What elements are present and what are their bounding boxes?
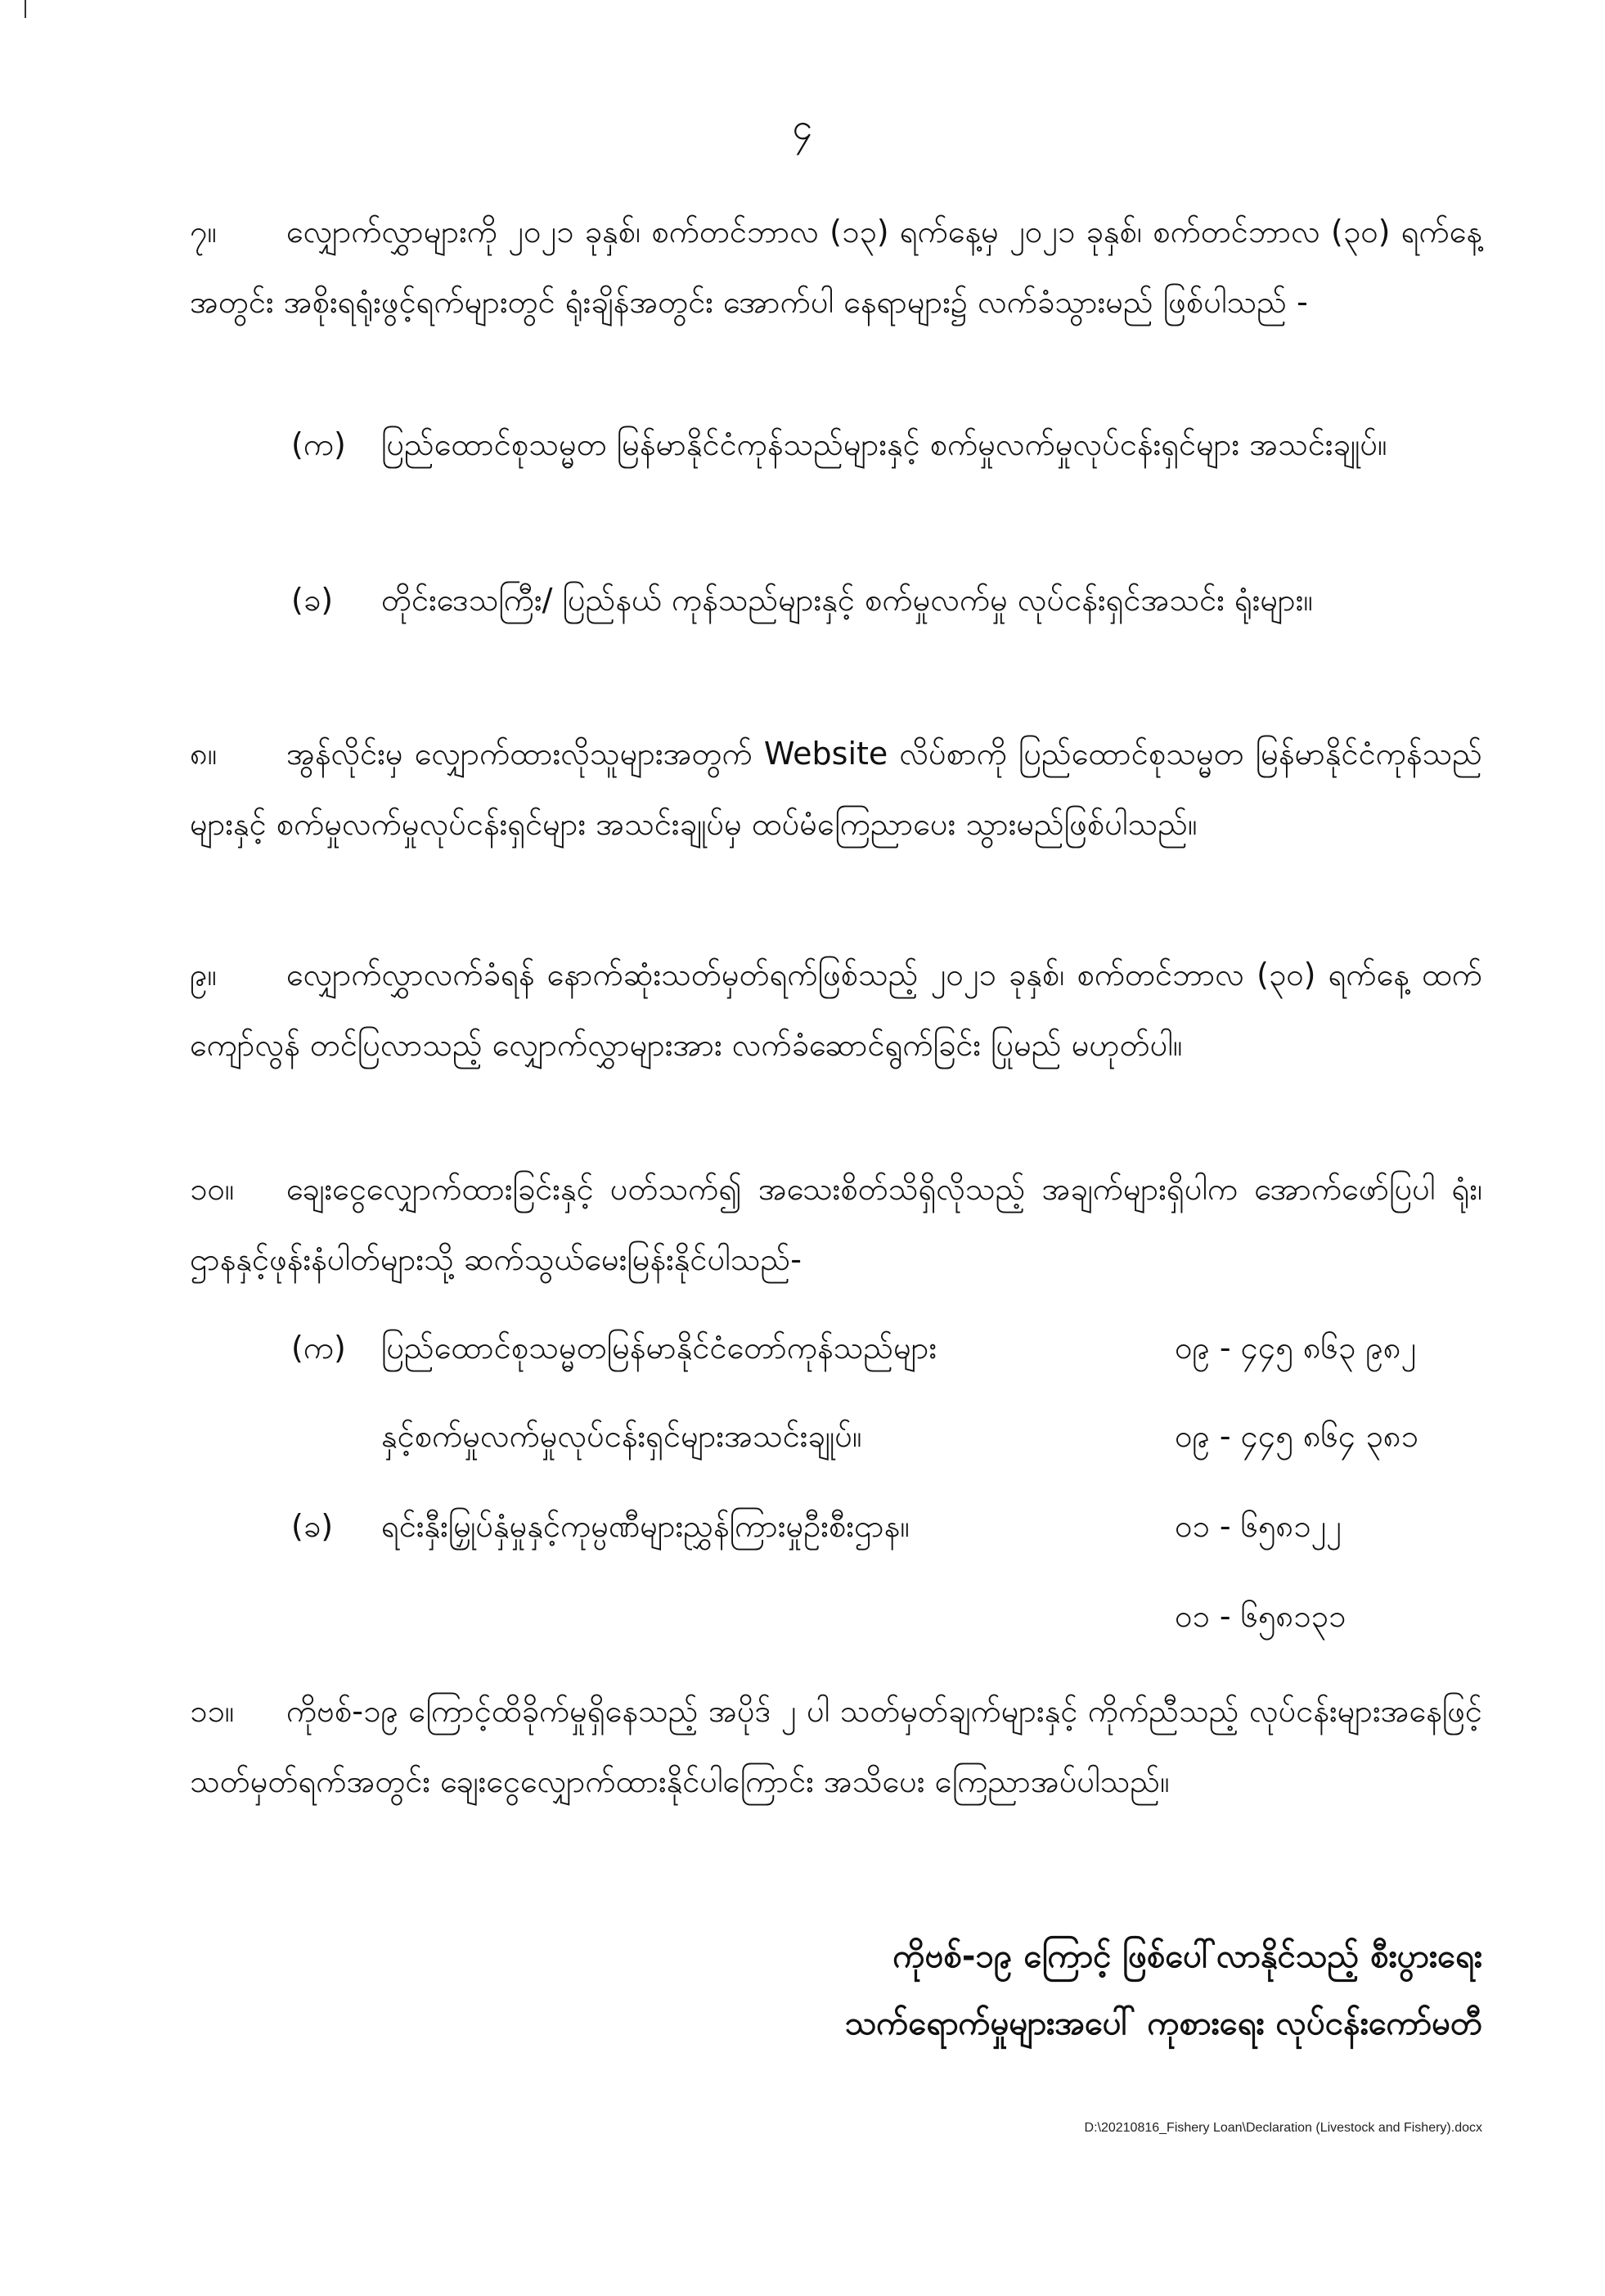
paragraph-9 [190,939,1482,1080]
list-item [291,409,1482,479]
paragraph-10 [190,1154,1482,1294]
paragraph-text: လျှောက်လွှာများကို ၂၀၂၁ ခုနှစ်၊ စက်တင်ဘာလ (၁၃) ရက်နေ့မှ ၂၀၂၁ ခုနှစ်၊ စက်တင်ဘာလ (၃၀) ရက်နေ့အတွင်း အစိုးရရုံးဖွင့်ရက်များတွင် ရုံးချိန်အတွင်း အောက်ပါ နေရာများ၌ လက်ခံသွားမည် ဖြစ်ပါသည် - [190,214,1482,320]
contact-row [291,1401,1482,1471]
paragraph-11 [190,1676,1482,1817]
contact-phone: ၀၉ - ၄၄၅ ၈၆၄ ၃၈၁ [1175,1418,1418,1454]
item-label: (က) [291,426,346,462]
contact-organization: ပြည်ထောင်စုသမ္မတမြန်မာနိုင်ငံတော်ကုန်သည်များ [381,1330,937,1366]
list-item [291,565,1482,635]
contact-organization: နှင့်စက်မှုလက်မှုလုပ်ငန်းရှင်များအသင်းချုပ်။ [381,1418,862,1454]
contact-label: (က) [291,1330,346,1366]
contact-phone: ၀၁ - ၆၅၈၁၃၁ [1175,1598,1346,1634]
contact-phone: ၀၁ - ၆၅၈၁၂၂ [1175,1508,1342,1544]
paragraph-number: ၈။ [190,736,218,772]
paragraph-text: ချေးငွေလျှောက်ထားခြင်းနှင့် ပတ်သက်၍ အသေးစိတ်သိရှိလိုသည့် အချက်များရှိပါက အောက်ဖော်ပြပါ ရုံး၊ ဌာနနှင့်ဖုန်းနံပါတ်များသို့ ဆက်သွယ်မေးမြန်းနိုင်ပါသည်- [190,1171,1482,1277]
contact-phone: ၀၉ - ၄၄၅ ၈၆၃ ၉၈၂ [1175,1330,1417,1366]
contact-row [291,1312,1482,1383]
paragraph-number: ၉။ [190,957,217,993]
page-number: ၄ [792,106,813,148]
paragraph-text: လျှောက်လွှာလက်ခံရန် နောက်ဆုံးသတ်မှတ်ရက်ဖြစ်သည့် ၂၀၂၁ ခုနှစ်၊ စက်တင်ဘာလ (၃၀) ရက်နေ့ ထက်ကျော်လွန် တင်ပြလာသည့် လျှောက်လွှာများအား လက်ခံဆောင်ရွက်ခြင်း ပြုမည် မဟုတ်ပါ။ [190,957,1482,1063]
paragraph-8 [190,718,1482,859]
paragraph-7 [190,196,1482,337]
footer-file-path: D:\20210816_Fishery Loan\Declaration (Livestock and Fishery).docx [1084,2121,1482,2135]
contact-row [291,1491,1482,1561]
scan-corner-mark [25,0,26,18]
contact-row [291,1581,1482,1651]
item-text: တိုင်းဒေသကြီး/ ပြည်နယ် ကုန်သည်များနှင့် စက်မှုလက်မှု လုပ်ငန်းရှင်အသင်း ရုံးများ။ [381,582,1313,618]
signature-line-1: ကိုဗစ်-၁၉ ကြောင့် ဖြစ်ပေါ်လာနိုင်သည့် စီးပွားရေး [892,1938,1482,1975]
contact-organization: ရင်းနှီးမြှုပ်နှံမှုနှင့်ကုမ္ပဏီများညွှန်ကြားမှုဦးစီးဌာန။ [381,1508,910,1544]
item-label: (ခ) [291,582,334,618]
paragraph-number: ၁၁။ [190,1693,235,1729]
signature-line-2: သက်ရောက်မှုများအပေါ် ကုစားရေး လုပ်ငန်းကော်မတီ [844,2005,1482,2042]
paragraph-number: ၇။ [190,214,217,250]
paragraph-text: ကိုဗစ်-၁၉ ကြောင့်ထိခိုက်မှုရှိနေသည့် အပိုဒ် ၂ ပါ သတ်မှတ်ချက်များနှင့် ကိုက်ညီသည့် လုပ်ငန်းများအနေဖြင့် သတ်မှတ်ရက်အတွင်း ချေးငွေလျှောက်ထားနိုင်ပါကြောင်း အသိပေး ကြေညာအပ်ပါသည်။ [190,1693,1482,1799]
paragraph-number: ၁၀။ [190,1171,235,1207]
item-text: ပြည်ထောင်စုသမ္မတ မြန်မာနိုင်ငံကုန်သည်များနှင့် စက်မှုလက်မှုလုပ်ငန်းရှင်များ အသင်းချုပ်။ [381,426,1387,462]
signature-block [573,1923,1482,2057]
contact-label: (ခ) [291,1508,334,1544]
paragraph-text: အွန်လိုင်းမှ လျှောက်ထားလိုသူများအတွက် Website လိပ်စာကို ပြည်ထောင်စုသမ္မတ မြန်မာနိုင်ငံကုန်သည်များနှင့် စက်မှုလက်မှုလုပ်ငန်းရှင်များ အသင်းချုပ်မှ ထပ်မံကြေညာပေး သွားမည်ဖြစ်ပါသည်။ [190,736,1482,842]
